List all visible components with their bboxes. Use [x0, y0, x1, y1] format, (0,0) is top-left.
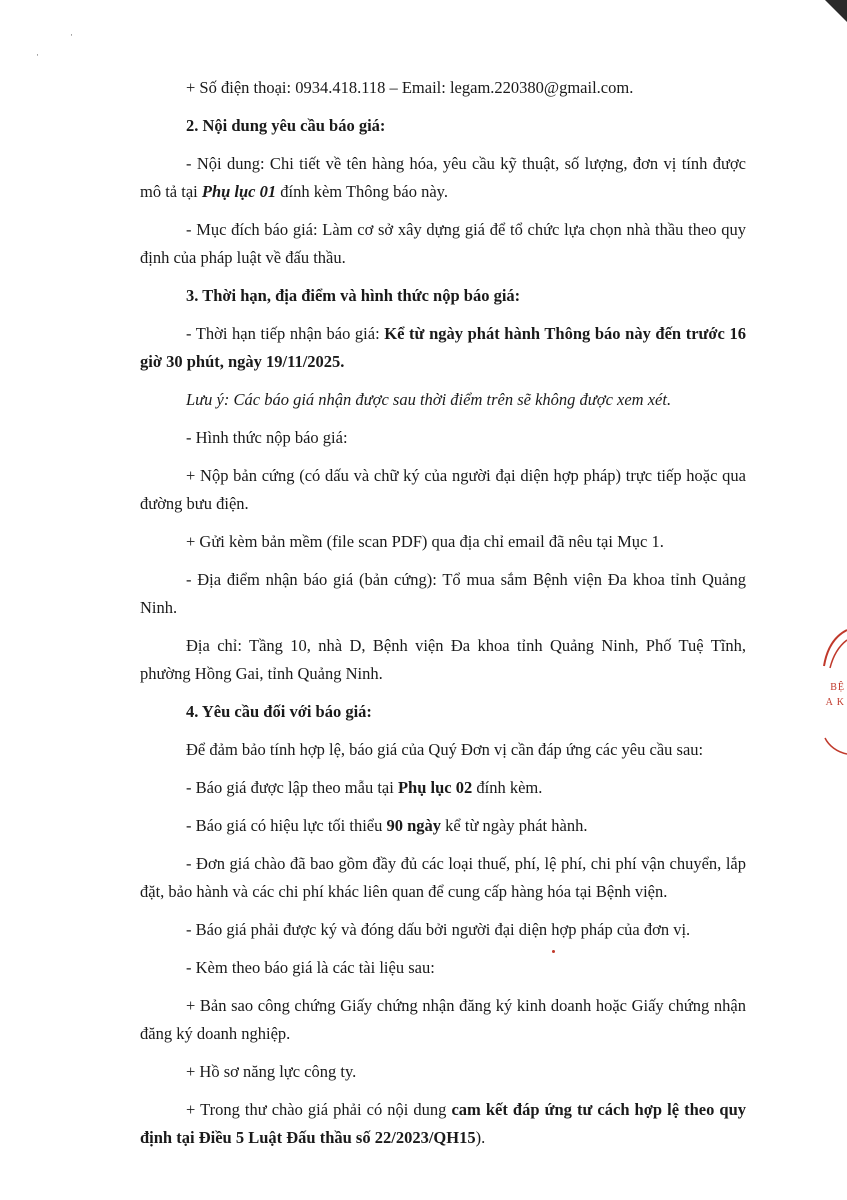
- section-4-signature: - Báo giá phải được ký và đóng dấu bởi người đại diện hợp pháp của đơn vị.: [186, 920, 691, 939]
- section-3-note: Lưu ý: Các báo giá nhận được sau thời điểm trên sẽ không được xem xét.: [186, 390, 672, 409]
- section-3-location: - Địa điểm nhận báo giá (bản cứng): Tổ mua sắm Bệnh viện Đa khoa tỉnh Quảng Ninh.: [140, 570, 746, 617]
- scan-speck: ·: [70, 30, 73, 40]
- validity-value: 90 ngày: [386, 816, 442, 835]
- section-2-content: - Nội dung: Chi tiết về tên hàng hóa, yêu cầu kỹ thuật, số lượng, đơn vị tính được mô tả tại Phụ lục 01 đính kèm Thông báo này.: [140, 154, 746, 201]
- section-3-form-label: - Hình thức nộp báo giá:: [186, 428, 348, 447]
- section-4-validity: - Báo giá có hiệu lực tối thiểu 90 ngày kể từ ngày phát hành.: [186, 816, 588, 835]
- section-3-soft-copy: + Gửi kèm bản mềm (file scan PDF) qua địa chỉ email đã nêu tại Mục 1.: [186, 532, 664, 551]
- section-4-form: - Báo giá được lập theo mẫu tại Phụ lục 02 đính kèm.: [186, 778, 543, 797]
- commitment-text: cam kết đáp ứng tư cách hợp lệ theo quy định tại Điều 5 Luật Đấu thầu số 22/2023/QH15: [140, 1100, 746, 1147]
- scan-speck: ·: [36, 50, 39, 60]
- stamp-text-top: BỆ: [830, 682, 845, 693]
- section-2-heading: 2. Nội dung yêu cầu báo giá:: [186, 116, 386, 135]
- section-4-attachment-1: + Bản sao công chứng Giấy chứng nhận đăng ký kinh doanh hoặc Giấy chứng nhận đăng ký doanh nghiệp.: [140, 996, 746, 1043]
- section-4-attachment-2: + Hồ sơ năng lực công ty.: [186, 1062, 357, 1081]
- contact-line: + Số điện thoại: 0934.418.118 – Email: legam.220380@gmail.com.: [186, 78, 634, 97]
- section-2-purpose: - Mục đích báo giá: Làm cơ sở xây dựng giá để tổ chức lựa chọn nhà thầu theo quy định của pháp luật về đấu thầu.: [140, 220, 746, 267]
- document-body: [140, 74, 746, 1162]
- appendix-01-ref: Phụ lục 01: [201, 182, 277, 201]
- appendix-02-ref: Phụ lục 02: [397, 778, 473, 797]
- section-4-attachments-label: - Kèm theo báo giá là các tài liệu sau:: [186, 958, 435, 977]
- scan-corner-mark: [825, 0, 847, 22]
- section-3-heading: 3. Thời hạn, địa điểm và hình thức nộp báo giá:: [186, 286, 521, 305]
- section-3-hard-copy: + Nộp bản cứng (có dấu và chữ ký của người đại diện hợp pháp) trực tiếp hoặc qua đường bưu điện.: [140, 466, 746, 513]
- stamp-text-bottom: A K: [825, 697, 845, 708]
- section-3-deadline: - Thời hạn tiếp nhận báo giá: Kể từ ngày phát hành Thông báo này đến trước 16 giờ 30 phút, ngày 19/11/2025.: [140, 324, 746, 371]
- section-4-intro: Để đảm bảo tính hợp lệ, báo giá của Quý Đơn vị cần đáp ứng các yêu cầu sau:: [186, 740, 704, 759]
- section-4-commitment: + Trong thư chào giá phải có nội dung cam kết đáp ứng tư cách hợp lệ theo quy định tại Điều 5 Luật Đấu thầu số 22/2023/QH15).: [140, 1100, 746, 1147]
- red-ink-dot: [552, 950, 555, 953]
- section-4-price: - Đơn giá chào đã bao gồm đầy đủ các loại thuế, phí, lệ phí, chi phí vận chuyển, lắp đặt, bảo hành và các chi phí khác liên quan để cung cấp hàng hóa tại Bệnh viện.: [140, 854, 746, 901]
- section-3-address: Địa chỉ: Tầng 10, nhà D, Bệnh viện Đa khoa tỉnh Quảng Ninh, Phố Tuệ Tĩnh, phường Hồng Gai, tỉnh Quảng Ninh.: [140, 636, 746, 683]
- section-4-heading: 4. Yêu cầu đối với báo giá:: [186, 702, 372, 721]
- deadline-value: Kể từ ngày phát hành Thông báo này đến trước 16 giờ 30 phút, ngày 19/11/2025.: [140, 324, 746, 371]
